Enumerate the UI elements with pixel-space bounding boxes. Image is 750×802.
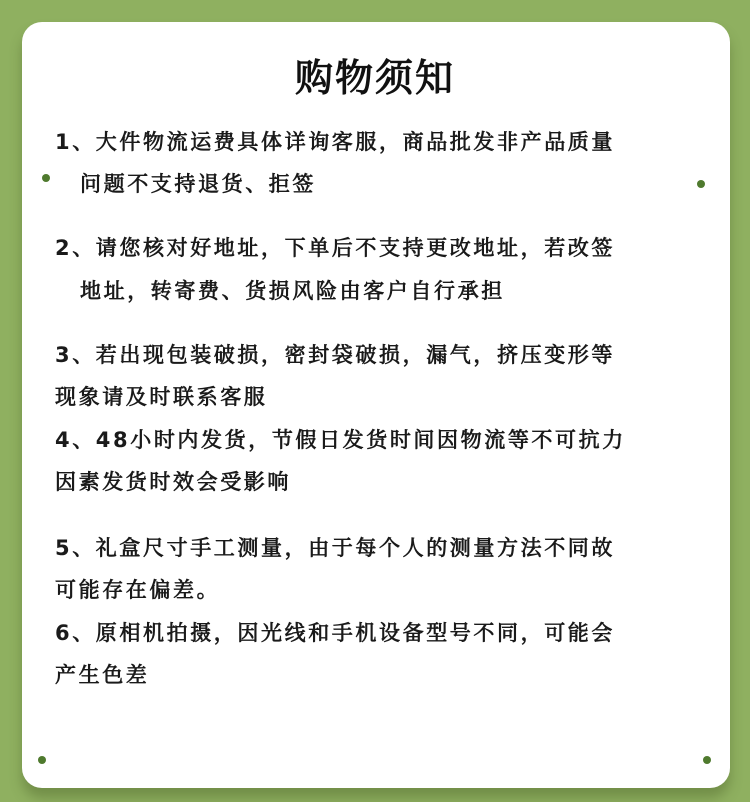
notice-5-line-1: 5、礼盒尺寸手工测量，由于每个人的测量方法不同故 (55, 536, 616, 560)
notice-1-line-1: 1、大件物流运费具体详询客服，商品批发非产品质量 (55, 130, 616, 154)
decorative-dot-bottom-left (38, 756, 46, 764)
notice-4-line-2: 因素发货时效会受影响 (55, 470, 291, 494)
notice-5-line-2: 可能存在偏差。 (55, 578, 221, 602)
notice-2-line-2: 地址，转寄费、货损风险由客户自行承担 (80, 279, 505, 303)
notice-3-line-1: 3、若出现包装破损，密封袋破损，漏气，挤压变形等 (55, 343, 616, 367)
notice-3-line-2: 现象请及时联系客服 (55, 385, 268, 409)
decorative-dot-bottom-right (703, 756, 711, 764)
notice-6-line-2: 产生色差 (55, 663, 150, 687)
notice-2-line-1: 2、请您核对好地址，下单后不支持更改地址，若改签 (55, 236, 616, 260)
notice-6-line-1: 6、原相机拍摄，因光线和手机设备型号不同，可能会 (55, 621, 616, 645)
notice-4-line-1: 4、48小时内发货，节假日发货时间因物流等不可抗力 (55, 428, 626, 452)
page-title: 购物须知 (294, 56, 455, 100)
notice-1-line-2: 问题不支持退货、拒签 (80, 172, 316, 196)
